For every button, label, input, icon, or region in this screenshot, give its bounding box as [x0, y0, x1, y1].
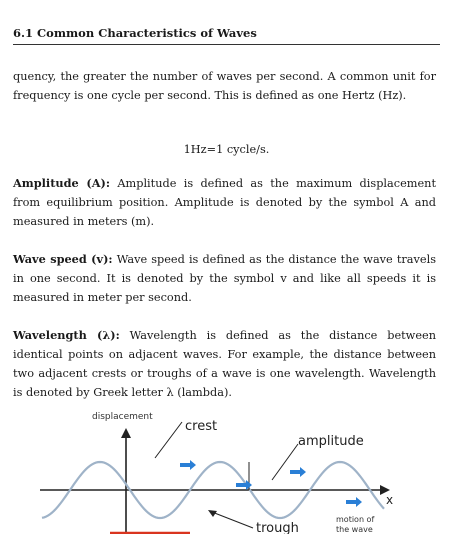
wave-speed-term: Wave speed (v): — [13, 252, 113, 266]
trough-pointer — [212, 512, 253, 528]
amplitude-term: Amplitude (A): — [13, 176, 111, 190]
amplitude-paragraph — [13, 174, 436, 231]
motion-arrow-icon — [346, 497, 362, 507]
motion-label-line1: motion of — [336, 515, 375, 524]
section-header — [13, 22, 440, 45]
displacement-axis-arrowhead — [121, 428, 131, 438]
amplitude-definition: Amplitude is defined as the maximum displacement from equilibrium position. Amplitude is denoted by the symbol A and measured in meters (m). — [13, 177, 436, 228]
crest-pointer — [155, 422, 182, 458]
motion-arrow-icon — [290, 467, 306, 477]
hertz-equation: 1Hz=1 cycle/s. — [183, 143, 270, 156]
x-axis-label: x — [386, 493, 394, 507]
wavelength-definition: Wavelength is defined as the distance between identical points on adjacent waves. For example, the distance between two adjacent crests or troughs of a wave is one wavelength. Wavelength is denoted by Greek letter λ (lambda). — [13, 329, 436, 399]
amplitude-pointer — [272, 444, 298, 480]
section-title: 6.1 Common Characteristics of Waves — [13, 26, 257, 40]
wave-speed-paragraph — [13, 250, 436, 307]
crest-label: crest — [185, 419, 218, 434]
wave-figure — [40, 408, 400, 534]
displacement-label: displacement — [92, 412, 153, 422]
wave-diagram — [40, 408, 400, 534]
wavelength-term: Wavelength (λ): — [13, 328, 120, 342]
wave-speed-definition: Wave speed is defined as the distance the wave travels in one second. It is denoted by the symbol v and like all speeds it is measured in meter per second. — [13, 253, 436, 304]
motion-arrow-icon — [180, 460, 196, 470]
intro-paragraph — [13, 67, 436, 105]
motion-label-line2: the wave — [336, 525, 373, 534]
trough-label: trough — [256, 521, 299, 534]
intro-text: quency, the greater the number of waves per second. A common unit for frequency is one cycle per second. This is defined as one Hertz (Hz). — [13, 70, 436, 102]
wavelength-paragraph — [13, 326, 436, 402]
amplitude-label: amplitude — [298, 434, 364, 449]
